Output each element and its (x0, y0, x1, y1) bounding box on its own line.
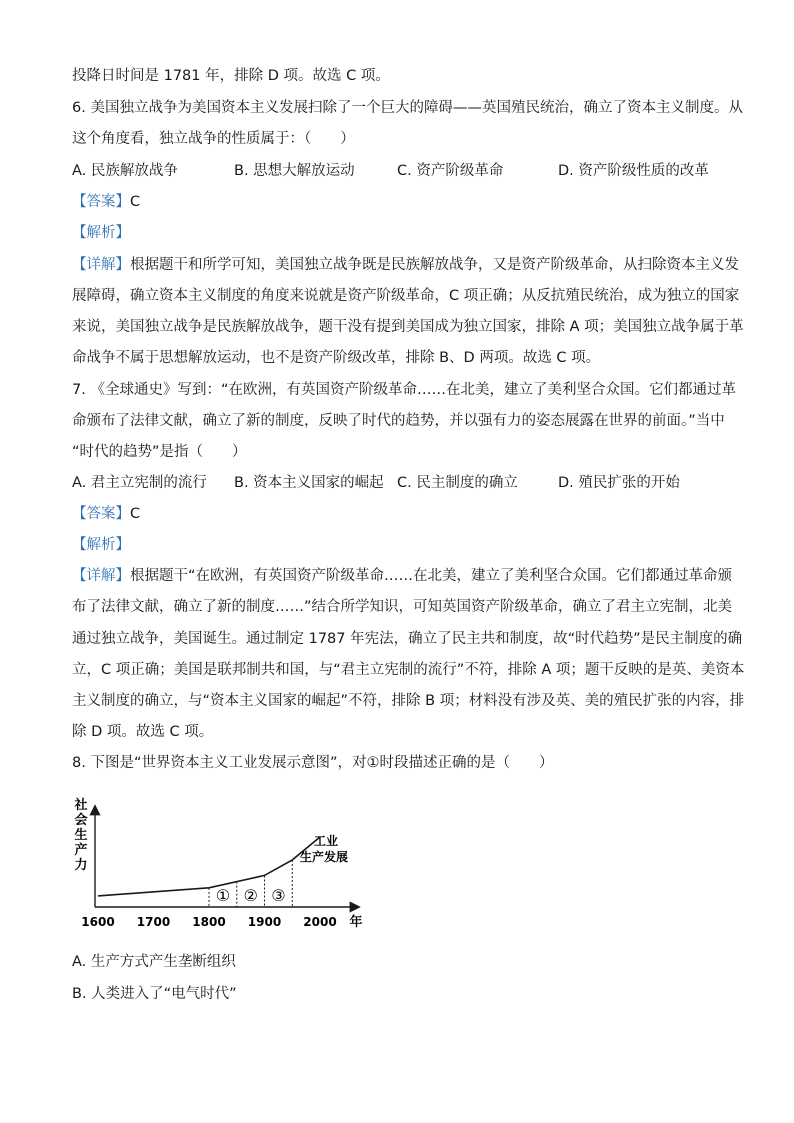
q7-detail-line1 (72, 566, 732, 586)
y-axis-label: 社会生产力 (74, 798, 88, 873)
q7-analysis-tag: 【解析】 (72, 537, 130, 553)
period-label: ② (243, 886, 258, 905)
q6-option-d: D. 资产阶级性质的改革 (558, 163, 709, 179)
q7-detail-line6: 除 D 项。故选 C 项。 (72, 724, 214, 740)
annotation-line1: 工业 (313, 834, 339, 848)
q6-answer-value: C (130, 194, 141, 210)
q8-option-b: B. 人类进入了“电气时代” (72, 986, 237, 1002)
q6-stem-line1: 6. 美国独立战争为美国资本主义发展扫除了一个巨大的障碍——英国殖民统治，确立了资本主义制度。从 (72, 100, 743, 116)
annotation-line2: 生产发展 (299, 850, 349, 864)
series-line-industry (98, 837, 320, 896)
q7-stem-line2: 命颁布了法律文献，确立了新的制度，反映了时代的趋势，并以强有力的姿态展露在世界的前面。”当中 (72, 413, 725, 429)
period-label: ① (215, 886, 231, 905)
q7-stem-line3: “时代的趋势”是指（ ） (72, 444, 247, 460)
q6-detail-text1: 根据题干和所学可知，美国独立战争既是民族解放战争，又是资产阶级革命，从扫除资本主义发 (130, 257, 739, 273)
x-tick-label: 1700 (136, 915, 171, 929)
q6-analysis-tag: 【解析】 (72, 225, 130, 241)
x-tick-label: 1900 (247, 915, 282, 929)
q6-option-a: A. 民族解放战争 (72, 163, 178, 179)
q6-detail-line2: 展障碍，确立资本主义制度的角度来说就是资产阶级革命，C 项正确；从反抗殖民统治，成为独立的国家 (72, 288, 740, 304)
q8-stem: 8. 下图是“世界资本主义工业发展示意图”，对①时段描述正确的是（ ） (72, 755, 554, 771)
industry-development-chart (70, 795, 370, 935)
x-tick-label: 2000 (303, 915, 337, 929)
q6-detail-line1 (72, 255, 739, 275)
q7-option-b: B. 资本主义国家的崛起 (234, 475, 384, 491)
q7-detail-line4: 立，C 项正确；美国是联邦制共和国，与“君主立宪制的流行”不符，排除 A 项；题干反映的是英、美资本 (72, 662, 745, 678)
x-axis-label: 年 (349, 915, 363, 930)
q7-option-c: C. 民主制度的确立 (397, 475, 518, 491)
q6-stem-line2: 这个角度看，独立战争的性质属于：（ ） (72, 131, 355, 147)
q6-detail-tag: 【详解】 (72, 257, 130, 273)
x-tick-label: 1600 (81, 915, 115, 929)
q7-answer-tag: 【答案】 (72, 506, 130, 522)
q7-detail-line3: 通过独立战争，美国诞生。通过制定 1787 年宪法，确立了民主共和制度，故“时代趋势”是民主制度的确 (72, 631, 743, 647)
q7-answer-value: C (130, 506, 141, 522)
q6-option-b: B. 思想大解放运动 (234, 163, 355, 179)
q6-answer (72, 192, 140, 212)
q7-answer (72, 504, 140, 524)
q6-detail-line4: 命战争不属于思想解放运动，也不是资产阶级改革，排除 B、D 两项。故选 C 项。 (72, 350, 601, 366)
q8-option-a: A. 生产方式产生垄断组织 (72, 954, 236, 970)
q7-detail-text1: 根据题干“在欧洲，有英国资产阶级革命……在北美，建立了美利坚合众国。它们都通过革命颁 (130, 568, 733, 584)
period-label: ③ (271, 886, 286, 905)
q7-option-a: A. 君主立宪制的流行 (72, 475, 207, 491)
q6-option-c: C. 资产阶级革命 (397, 163, 504, 179)
prev-answer-tail: 投降日时间是 1781 年，排除 D 项。故选 C 项。 (72, 68, 390, 84)
x-tick-label: 1800 (192, 915, 226, 929)
q7-detail-line5: 主义制度的确立，与“资本主义国家的崛起”不符，排除 B 项；材料没有涉及英、美的殖民扩张的内容，排 (72, 693, 745, 709)
q7-detail-line2: 布了法律文献，确立了新的制度……”结合所学知识，可知英国资产阶级革命，确立了君主立宪制，北美 (72, 599, 733, 615)
q7-stem-line1: 7. 《全球通史》写到：“在欧洲，有英国资产阶级革命……在北美，建立了美利坚合众国。它们都通过革 (72, 382, 736, 398)
q6-answer-tag: 【答案】 (72, 194, 130, 210)
q6-detail-line3: 来说，美国独立战争是民族解放战争，题干没有提到美国成为独立国家，排除 A 项；美国独立战争属于革 (72, 319, 744, 335)
q7-option-d: D. 殖民扩张的开始 (558, 475, 680, 491)
q7-detail-tag: 【详解】 (72, 568, 130, 584)
